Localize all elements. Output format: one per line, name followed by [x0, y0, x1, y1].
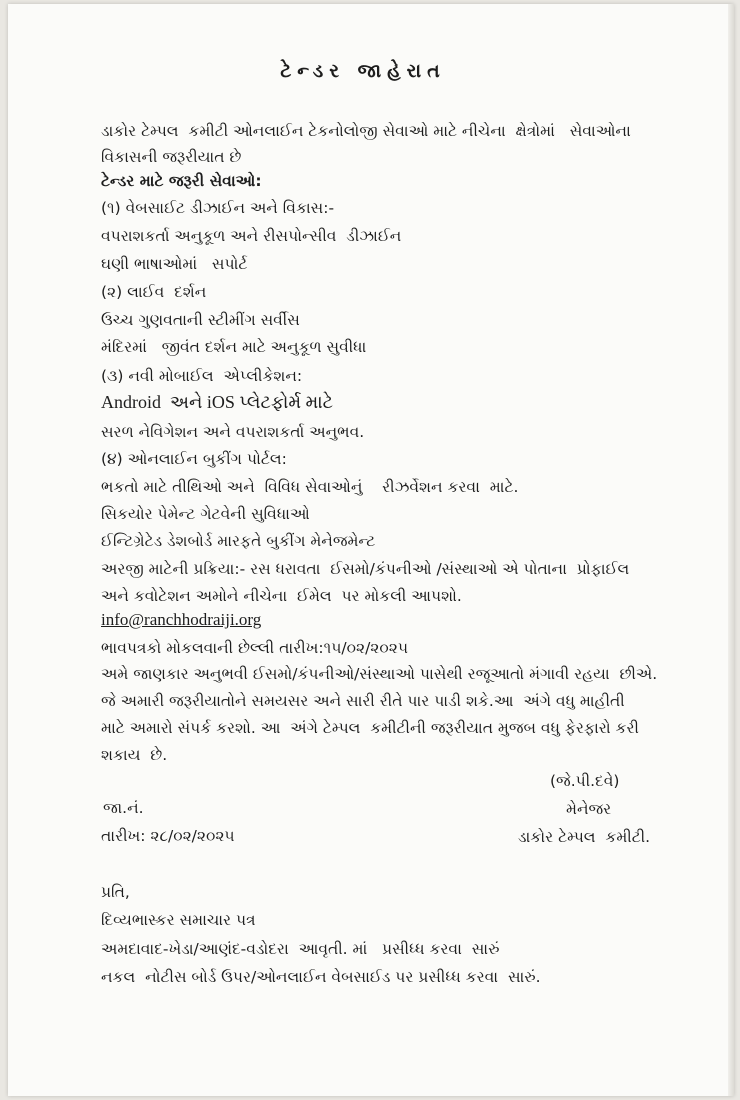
closing-line-4: શકાય છે. [101, 746, 168, 764]
intro-line-2: વિકાસની જરૂરીયાત છે [101, 148, 242, 166]
section-4-item-1: ભકતો માટે તીથિઓ અને વિવિધ સેવાઓનું રીઝર્વેશન કરવા માટે. [101, 478, 519, 496]
signatory-office: ડાકોર ટેમ્પલ કમીટી. [518, 828, 651, 846]
section-1-item-2: ઘણી ભાષાઓમાં સપોર્ટ [101, 255, 248, 273]
services-heading: ટેન્ડર માટે જરૂરી સેવાઓ: [101, 172, 262, 190]
section-3-heading: (૩) નવી મોબાઈલ એપ્લીકેશન: [101, 367, 303, 385]
section-2-item-1: ઉચ્ચ ગુણવતાની સ્ટીમીંગ સર્વીસ [101, 311, 300, 329]
contact-email-link[interactable]: info@ranchhodraiji.org [101, 610, 262, 629]
section-2-item-2: મંદિરમાં જીવંત દર્શન માટે અનુકૂળ સુવીધા [101, 338, 367, 356]
reference-number-label: જા.નં. [103, 799, 144, 817]
section-4-item-2: સિકયોર પેમેન્ટ ગેટવેની સુવિધાઓ [101, 505, 310, 523]
section-2-heading: (૨) લાઈવ દર્શન [101, 283, 207, 301]
closing-line-2: જે અમારી જરૂરીયાતોને સમયસર અને સારી રીતે પાર પાડી શકે.આ અંગે વધુ માહીતી [101, 692, 625, 710]
closing-line-3: માટે અમારો સંપર્ક કરશો. આ અંગે ટેમ્પલ કમીટીની જરૂરીયાત મુજબ વધુ ફેરફારો કરી [101, 719, 639, 737]
section-1-heading: (૧) વેબસાઈટ ડીઝાઈન અને વિકાસ:- [101, 199, 335, 217]
section-3-item-2: સરળ નેવિગેશન અને વપરાશકર્તા અનુભવ. [101, 423, 365, 441]
recipient-newspaper: દિવ્યભાસ્કર સમાચાર પત્ર [101, 911, 256, 929]
recipient-heading: પ્રતિ, [101, 883, 130, 901]
recipient-edition: અમદાવાદ-ખેડા/આણંદ-વડોદરા આવૃતી. માં પ્રસીધ્ધ કરવા સારું [101, 940, 500, 958]
recipient-copy: નકલ નોટીસ બોર્ડ ઉપર/ઓનલાઈન વેબસાઈડ પર પ્રસીધ્ધ કરવા સારું. [101, 968, 541, 986]
closing-line-1: અમે જાણકાર અનુભવી ઈસમો/કંપનીઓ/સંસ્થાઓ પાસેથી રજૂઆતો મંગાવી રહયા છીએ. [101, 665, 658, 683]
deadline-line: ભાવપત્રકો મોકલવાની છેલ્લી તારીખ:૧૫/૦૨/૨૦૨૫ [101, 639, 408, 657]
section-3-item-1: Android અને iOS પ્લેટફોર્મ માટે [101, 392, 334, 412]
section-1-item-1: વપરાશકર્તા અનુકૂળ અને રીસપોન્સીવ ડીઝાઈન [101, 227, 402, 245]
section-4-heading: (૪) ઓનલાઈન બુકીંગ પોર્ટલ: [101, 450, 287, 468]
application-process-line-1: અરજી માટેની પ્રક્રિયા:- રસ ધરાવતા ઈસમો/કંપનીઓ /સંસ્થાઓ એ પોતાના પ્રોફાઈલ [101, 560, 630, 578]
tender-title: ટેન્ડર જાહેરાત [280, 60, 446, 82]
signatory-name: (જે.પી.દવે) [550, 772, 620, 790]
reference-date: તારીખ: ૨૮/૦૨/૨૦૨૫ [101, 827, 235, 845]
page-edge-shadow [728, 4, 734, 1096]
intro-line-1: ડાકોર ટેમ્પલ કમીટી ઓનલાઈન ટેકનોલોજી સેવાઓ માટે નીચેના ક્ષેત્રોમાં સેવાઓના [101, 122, 631, 140]
signatory-designation: મેનેજર [566, 800, 612, 818]
section-4-item-3: ઈન્ટિગ્રેટેડ ડેશબોર્ડ મારફતે બુકીંગ મેનેજમેન્ટ [101, 532, 376, 550]
application-process-line-2: અને કવોટેશન અમોને નીચેના ઈમેલ પર મોકલી આપશો. [101, 587, 462, 605]
